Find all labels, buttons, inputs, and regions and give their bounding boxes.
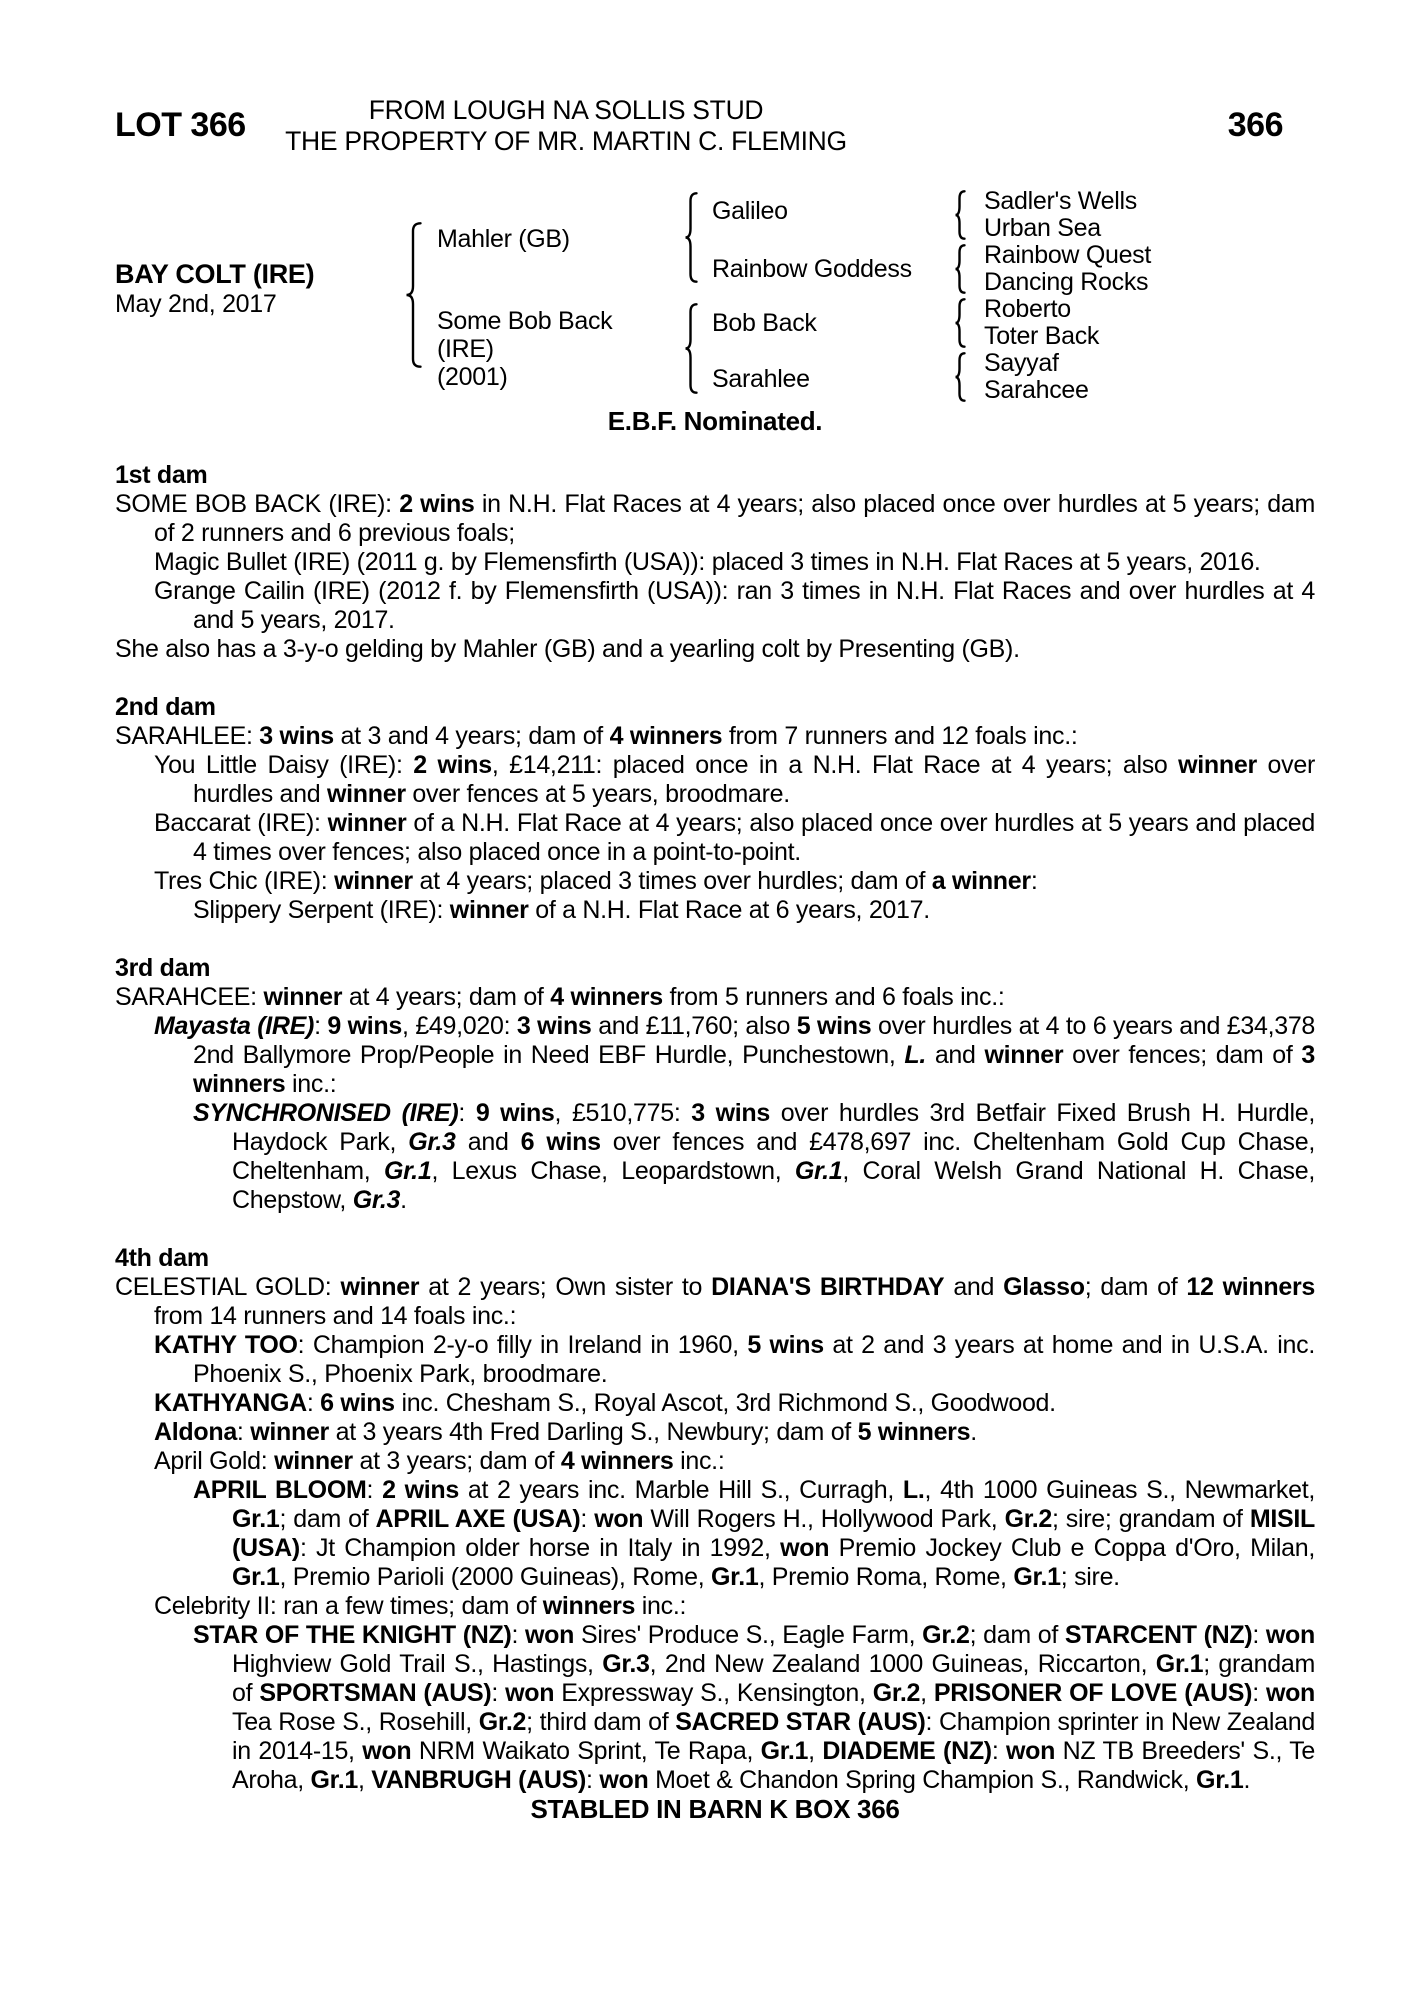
text-run: Tea Rose S., Rosehill, [232, 1708, 479, 1736]
text-run: : [1252, 1679, 1266, 1707]
pedigree-entry [115, 867, 1315, 896]
text-run: KATHYANGA [154, 1389, 307, 1417]
text-run: 3 wins [259, 722, 334, 750]
text-run: won [594, 1505, 644, 1533]
text-run: winners [542, 1592, 636, 1620]
text-run: winner [984, 1041, 1064, 1069]
pedigree-brace [684, 303, 698, 394]
text-run: : [580, 1505, 595, 1533]
text-run: ; dam of [969, 1621, 1065, 1649]
pedigree-entry [115, 1012, 1315, 1099]
text-run: ; dam of [1084, 1273, 1187, 1301]
text-run: : [991, 1737, 1007, 1765]
text-run: DIANA'S BIRTHDAY [711, 1273, 945, 1301]
text-run: Gr.1 [1013, 1563, 1061, 1591]
pedigree-entry [115, 577, 1315, 635]
text-run: winner [1178, 751, 1257, 779]
text-run: and [944, 1273, 1004, 1301]
text-run: 5 winners [857, 1418, 971, 1446]
text-run: CELESTIAL GOLD: [115, 1273, 341, 1301]
text-run: You Little Daisy (IRE): [154, 751, 414, 779]
text-run: Glasso [1003, 1273, 1085, 1301]
text-run: over fences and £478,697 inc. Cheltenham Gold Cup Chase, Cheltenham, [232, 1128, 1315, 1185]
text-run: at 4 years; dam of [342, 983, 551, 1011]
great-grandparent-name: Sarahcee [984, 376, 1089, 404]
dam-name-line3: (2001) [437, 363, 508, 391]
sire-dam-name: Rainbow Goddess [712, 255, 912, 283]
text-run: over fences at 5 years, broodmare. [405, 780, 790, 808]
text-run: Baccarat (IRE): [154, 809, 328, 837]
text-run: Gr.1 [232, 1563, 280, 1591]
text-run: , Lexus Chase, Leopardstown, [431, 1157, 795, 1185]
text-run: SARAHCEE: [115, 983, 264, 1011]
text-run: 6 wins [320, 1389, 395, 1417]
section-title: 3rd dam [115, 954, 211, 982]
pedigree-entry [115, 548, 1315, 577]
text-run: 4 winners [609, 722, 723, 750]
text-run: Gr.1 [383, 1157, 432, 1185]
pedigree-entry [115, 1389, 1315, 1418]
text-run: VANBRUGH (AUS) [371, 1766, 587, 1794]
text-run: , £49,020: [402, 1012, 517, 1040]
text-run: Moet & Chandon Spring Champion S., Randwick, [648, 1766, 1197, 1794]
text-run: NRM Waikato Sprint, Te Rapa, [411, 1737, 761, 1765]
text-run: : [1252, 1621, 1266, 1649]
text-run: of a N.H. Flat Race at 6 years, 2017. [528, 896, 930, 924]
text-run: KATHY TOO [154, 1331, 298, 1359]
pedigree-entry [115, 983, 1315, 1012]
text-run: , [920, 1679, 934, 1707]
text-run: and [455, 1128, 521, 1156]
text-run: . [970, 1418, 977, 1446]
great-grandparent-name: Dancing Rocks [984, 268, 1149, 296]
text-run: , Premio Roma, Rome, [758, 1563, 1014, 1591]
dam-name-line2: (IRE) [437, 335, 494, 363]
text-run: APRIL BLOOM [193, 1476, 367, 1504]
text-run: DIADEME (NZ) [822, 1737, 992, 1765]
text-run: : Champion 2-y-o filly in Ireland in 1960, [297, 1331, 748, 1359]
text-run: Expressway S., Kensington, [554, 1679, 873, 1707]
text-run: She also has a 3-y-o gelding by Mahler (GB) and a yearling colt by Presenting (GB). [115, 635, 1020, 663]
text-run: Gr.1 [711, 1563, 759, 1591]
text-run: Gr.2 [922, 1621, 970, 1649]
text-run: Gr.1 [310, 1766, 358, 1794]
text-run: winner [340, 1273, 420, 1301]
text-run: . [400, 1186, 407, 1214]
text-run: : [586, 1766, 600, 1794]
text-run: MISIL (USA) [232, 1505, 1315, 1562]
text-run: Gr.3 [352, 1186, 401, 1214]
pedigree-entry [115, 722, 1315, 751]
text-run: inc.: [673, 1447, 725, 1475]
pedigree-entry [115, 1418, 1315, 1447]
text-run: L. [904, 1041, 926, 1069]
text-run: at 2 years; Own sister to [419, 1273, 712, 1301]
text-run: APRIL AXE (USA) [375, 1505, 581, 1533]
text-run: and [925, 1041, 985, 1069]
text-run: . [1243, 1766, 1251, 1794]
pedigree-entry [115, 490, 1315, 548]
text-run: over hurdles and [193, 751, 1315, 808]
pedigree-entry [115, 896, 1315, 925]
text-run: over hurdles at 4 to 6 years and £34,378 2nd Ballymore Prop/People in Need EBF Hurdle, Punchestown, [193, 1012, 1316, 1069]
text-run: won [505, 1679, 555, 1707]
text-run: of a N.H. Flat Race at 4 years; also placed once over hurdles at 5 years and placed 4 times over fences; also placed once in a point-to-point. [193, 809, 1315, 866]
text-run: inc. Chesham S., Royal Ascot, 3rd Richmond S., Goodwood. [394, 1389, 1056, 1417]
text-run: ; sire. [1060, 1563, 1120, 1591]
text-run: PRISONER OF LOVE (AUS) [933, 1679, 1253, 1707]
text-run: inc.: [285, 1070, 337, 1098]
subject-name: BAY COLT (IRE) [115, 259, 315, 289]
section-title: 1st dam [115, 461, 208, 489]
text-run: Gr.2 [1004, 1505, 1053, 1533]
text-run: , Premio Parioli (2000 Guineas), Rome, [279, 1563, 711, 1591]
text-run: Gr.2 [478, 1708, 527, 1736]
text-run: SARAHLEE: [115, 722, 260, 750]
text-run: and £11,760; also [591, 1012, 797, 1040]
ebf-nominated-note: E.B.F. Nominated. [607, 406, 823, 436]
text-run: 2 wins [399, 490, 475, 518]
text-run: winner [274, 1447, 353, 1475]
text-run: from 7 runners and 12 foals inc.: [722, 722, 1078, 750]
text-run: STARCENT (NZ) [1064, 1621, 1253, 1649]
text-run: won [1265, 1621, 1315, 1649]
text-run: 3 winners [193, 1041, 1315, 1098]
text-run: , Coral Welsh Grand National H. Chase, Chepstow, [232, 1157, 1315, 1214]
dam-dam-name: Sarahlee [712, 365, 810, 393]
pedigree-entry [115, 1331, 1315, 1389]
text-run: winner [334, 867, 413, 895]
text-run: , £14,211: placed once in a N.H. Flat Race at 4 years; also [491, 751, 1179, 779]
text-run: , 4th 1000 Guineas S., Newmarket, [924, 1476, 1315, 1504]
pedigree-entry [115, 1476, 1315, 1592]
text-run: 12 winners [1186, 1273, 1315, 1301]
text-run: a winner [931, 867, 1031, 895]
pedigree-brace [954, 352, 966, 402]
text-run: : Champion sprinter in New Zealand in 2014-15, [232, 1708, 1315, 1765]
property-line: THE PROPERTY OF MR. MARTIN C. FLEMING [285, 126, 847, 156]
text-run: : [236, 1418, 251, 1446]
text-run: 3 wins [691, 1099, 770, 1127]
subject-foaling-date: May 2nd, 2017 [115, 290, 277, 318]
text-run: Premio Jockey Club e Coppa d'Oro, Milan, [829, 1534, 1315, 1562]
text-run: Mayasta (IRE) [154, 1012, 315, 1040]
text-run: : Jt Champion older horse in Italy in 1992, [299, 1534, 781, 1562]
text-run: ; third dam of [526, 1708, 676, 1736]
page-number: 366 [1227, 106, 1283, 144]
text-run: : [1030, 867, 1038, 895]
consignor-block [285, 95, 847, 157]
text-run: Celebrity II: ran a few times; dam of [154, 1592, 543, 1620]
text-run: 9 wins [475, 1099, 555, 1127]
pedigree-brace [954, 190, 966, 240]
text-run: : [458, 1099, 476, 1127]
lot-number: LOT 366 [115, 106, 246, 144]
text-run: Will Rogers H., Hollywood Park, [643, 1505, 1005, 1533]
text-run: Aldona [154, 1418, 237, 1446]
section-title: 2nd dam [115, 693, 216, 721]
text-run: Gr.1 [1196, 1766, 1244, 1794]
text-run: SPORTSMAN (AUS) [259, 1679, 492, 1707]
pedigree-brace [405, 222, 422, 368]
text-run: won [1006, 1737, 1056, 1765]
text-run: Highview Gold Trail S., Hastings, [232, 1650, 603, 1678]
great-grandparent-name: Rainbow Quest [984, 241, 1152, 269]
great-grandparent-name: Sayyaf [984, 349, 1059, 377]
text-run: at 4 years; placed 3 times over hurdles; dam of [412, 867, 932, 895]
text-run: 9 wins [327, 1012, 403, 1040]
text-run: Gr.1 [794, 1157, 843, 1185]
text-run: Slippery Serpent (IRE): [193, 896, 450, 924]
text-run: : [366, 1476, 383, 1504]
text-run: won [780, 1534, 830, 1562]
pedigree-entry [115, 751, 1315, 809]
text-run: won [525, 1621, 575, 1649]
text-run: Gr.3 [602, 1650, 650, 1678]
text-run: 4 winners [550, 983, 663, 1011]
text-run: Gr.1 [760, 1737, 809, 1765]
text-run: Sires' Produce S., Eagle Farm, [574, 1621, 923, 1649]
sire-name: Mahler (GB) [437, 225, 570, 253]
text-run: 5 wins [747, 1331, 824, 1359]
text-run: at 3 and 4 years; dam of [333, 722, 610, 750]
text-run: at 3 years 4th Fred Darling S., Newbury; dam of [329, 1418, 858, 1446]
consignor-line: FROM LOUGH NA SOLLIS STUD [368, 95, 764, 125]
pedigree-brace [954, 244, 966, 294]
text-run: Gr.2 [872, 1679, 921, 1707]
text-run: L. [902, 1476, 925, 1504]
pedigree-entry [115, 1447, 1315, 1476]
text-run: NZ TB Breeders' S., Te Aroha, [232, 1737, 1316, 1794]
text-run: from 14 runners and 14 foals inc.: [154, 1302, 517, 1330]
pedigree-table [115, 185, 1315, 407]
text-run: ; grandam of [232, 1650, 1315, 1707]
text-run: ; dam of [279, 1505, 376, 1533]
text-run: 2 wins [413, 751, 492, 779]
pedigree-sections [115, 461, 1315, 1824]
text-run: in N.H. Flat Races at 4 years; also placed once over hurdles at 5 years; dam of 2 runners and 6 previous foals; [154, 490, 1315, 547]
pedigree-brace [954, 298, 966, 348]
text-run: over hurdles 3rd Betfair Fixed Brush H. Hurdle, Haydock Park, [232, 1099, 1316, 1156]
text-run: SOME BOB BACK (IRE): [115, 490, 400, 518]
text-run: won [599, 1766, 649, 1794]
text-run: SYNCHRONISED (IRE) [193, 1099, 459, 1127]
text-run: , [808, 1737, 823, 1765]
text-run: ; sire; grandam of [1052, 1505, 1250, 1533]
pedigree-brace [684, 192, 698, 283]
text-run: : [491, 1679, 506, 1707]
pedigree-entry [115, 635, 1315, 664]
text-run: at 2 years inc. Marble Hill S., Curragh, [458, 1476, 903, 1504]
pedigree-entry [115, 809, 1315, 867]
great-grandparent-name: Sadler's Wells [984, 187, 1137, 215]
text-run: winner [327, 809, 407, 837]
text-run: April Gold: [154, 1447, 275, 1475]
text-run: , 2nd New Zealand 1000 Guineas, Riccarton, [649, 1650, 1156, 1678]
text-run: winner [263, 983, 343, 1011]
text-run: won [362, 1737, 412, 1765]
text-run: winner [250, 1418, 329, 1446]
text-run: , £510,775: [554, 1099, 692, 1127]
pedigree-entry [115, 1592, 1315, 1621]
pedigree-entry [115, 1273, 1315, 1331]
text-run: : [511, 1621, 526, 1649]
text-run: over fences; dam of [1063, 1041, 1302, 1069]
text-run: STAR OF THE KNIGHT (NZ) [193, 1621, 512, 1649]
text-run: : [306, 1389, 321, 1417]
text-run: winner [449, 896, 529, 924]
text-run: Gr.1 [232, 1505, 280, 1533]
text-run: at 3 years; dam of [352, 1447, 561, 1475]
text-run: inc.: [635, 1592, 687, 1620]
great-grandparent-name: Roberto [984, 295, 1071, 323]
text-run: : [314, 1012, 328, 1040]
text-run: SACRED STAR (AUS) [675, 1708, 926, 1736]
great-grandparent-name: Urban Sea [984, 214, 1101, 242]
section-title: 4th dam [115, 1244, 209, 1272]
text-run: from 5 runners and 6 foals inc.: [662, 983, 1005, 1011]
great-grandparent-name: Toter Back [984, 322, 1100, 350]
text-run: Tres Chic (IRE): [154, 867, 335, 895]
text-run: 6 wins [520, 1128, 601, 1156]
text-run: 2 wins [382, 1476, 459, 1504]
text-run: Gr.3 [408, 1128, 456, 1156]
text-run: 3 wins [516, 1012, 592, 1040]
text-run: , [357, 1766, 372, 1794]
text-run: 4 winners [560, 1447, 674, 1475]
text-run: 5 wins [796, 1012, 872, 1040]
dam-sire-name: Bob Back [712, 309, 817, 337]
text-run: at 2 and 3 years at home and in U.S.A. inc. Phoenix S., Phoenix Park, broodmare. [193, 1331, 1315, 1388]
dam-name-line1: Some Bob Back [437, 307, 613, 335]
text-run: Grange Cailin (IRE) (2012 f. by Flemensfirth (USA)): ran 3 times in N.H. Flat Races and over hurdles at 4 and 5 years, 2017. [154, 577, 1315, 634]
stabled-location: STABLED IN BARN K BOX 366 [530, 1794, 900, 1824]
text-run: winner [327, 780, 406, 808]
pedigree-entry [115, 1621, 1315, 1795]
sire-sire-name: Galileo [712, 197, 788, 225]
text-run: Gr.1 [1155, 1650, 1204, 1678]
pedigree-entry [115, 1099, 1315, 1215]
text-run: won [1265, 1679, 1316, 1707]
text-run: Magic Bullet (IRE) (2011 g. by Flemensfirth (USA)): placed 3 times in N.H. Flat Races at 5 years, 2016. [154, 548, 1261, 576]
